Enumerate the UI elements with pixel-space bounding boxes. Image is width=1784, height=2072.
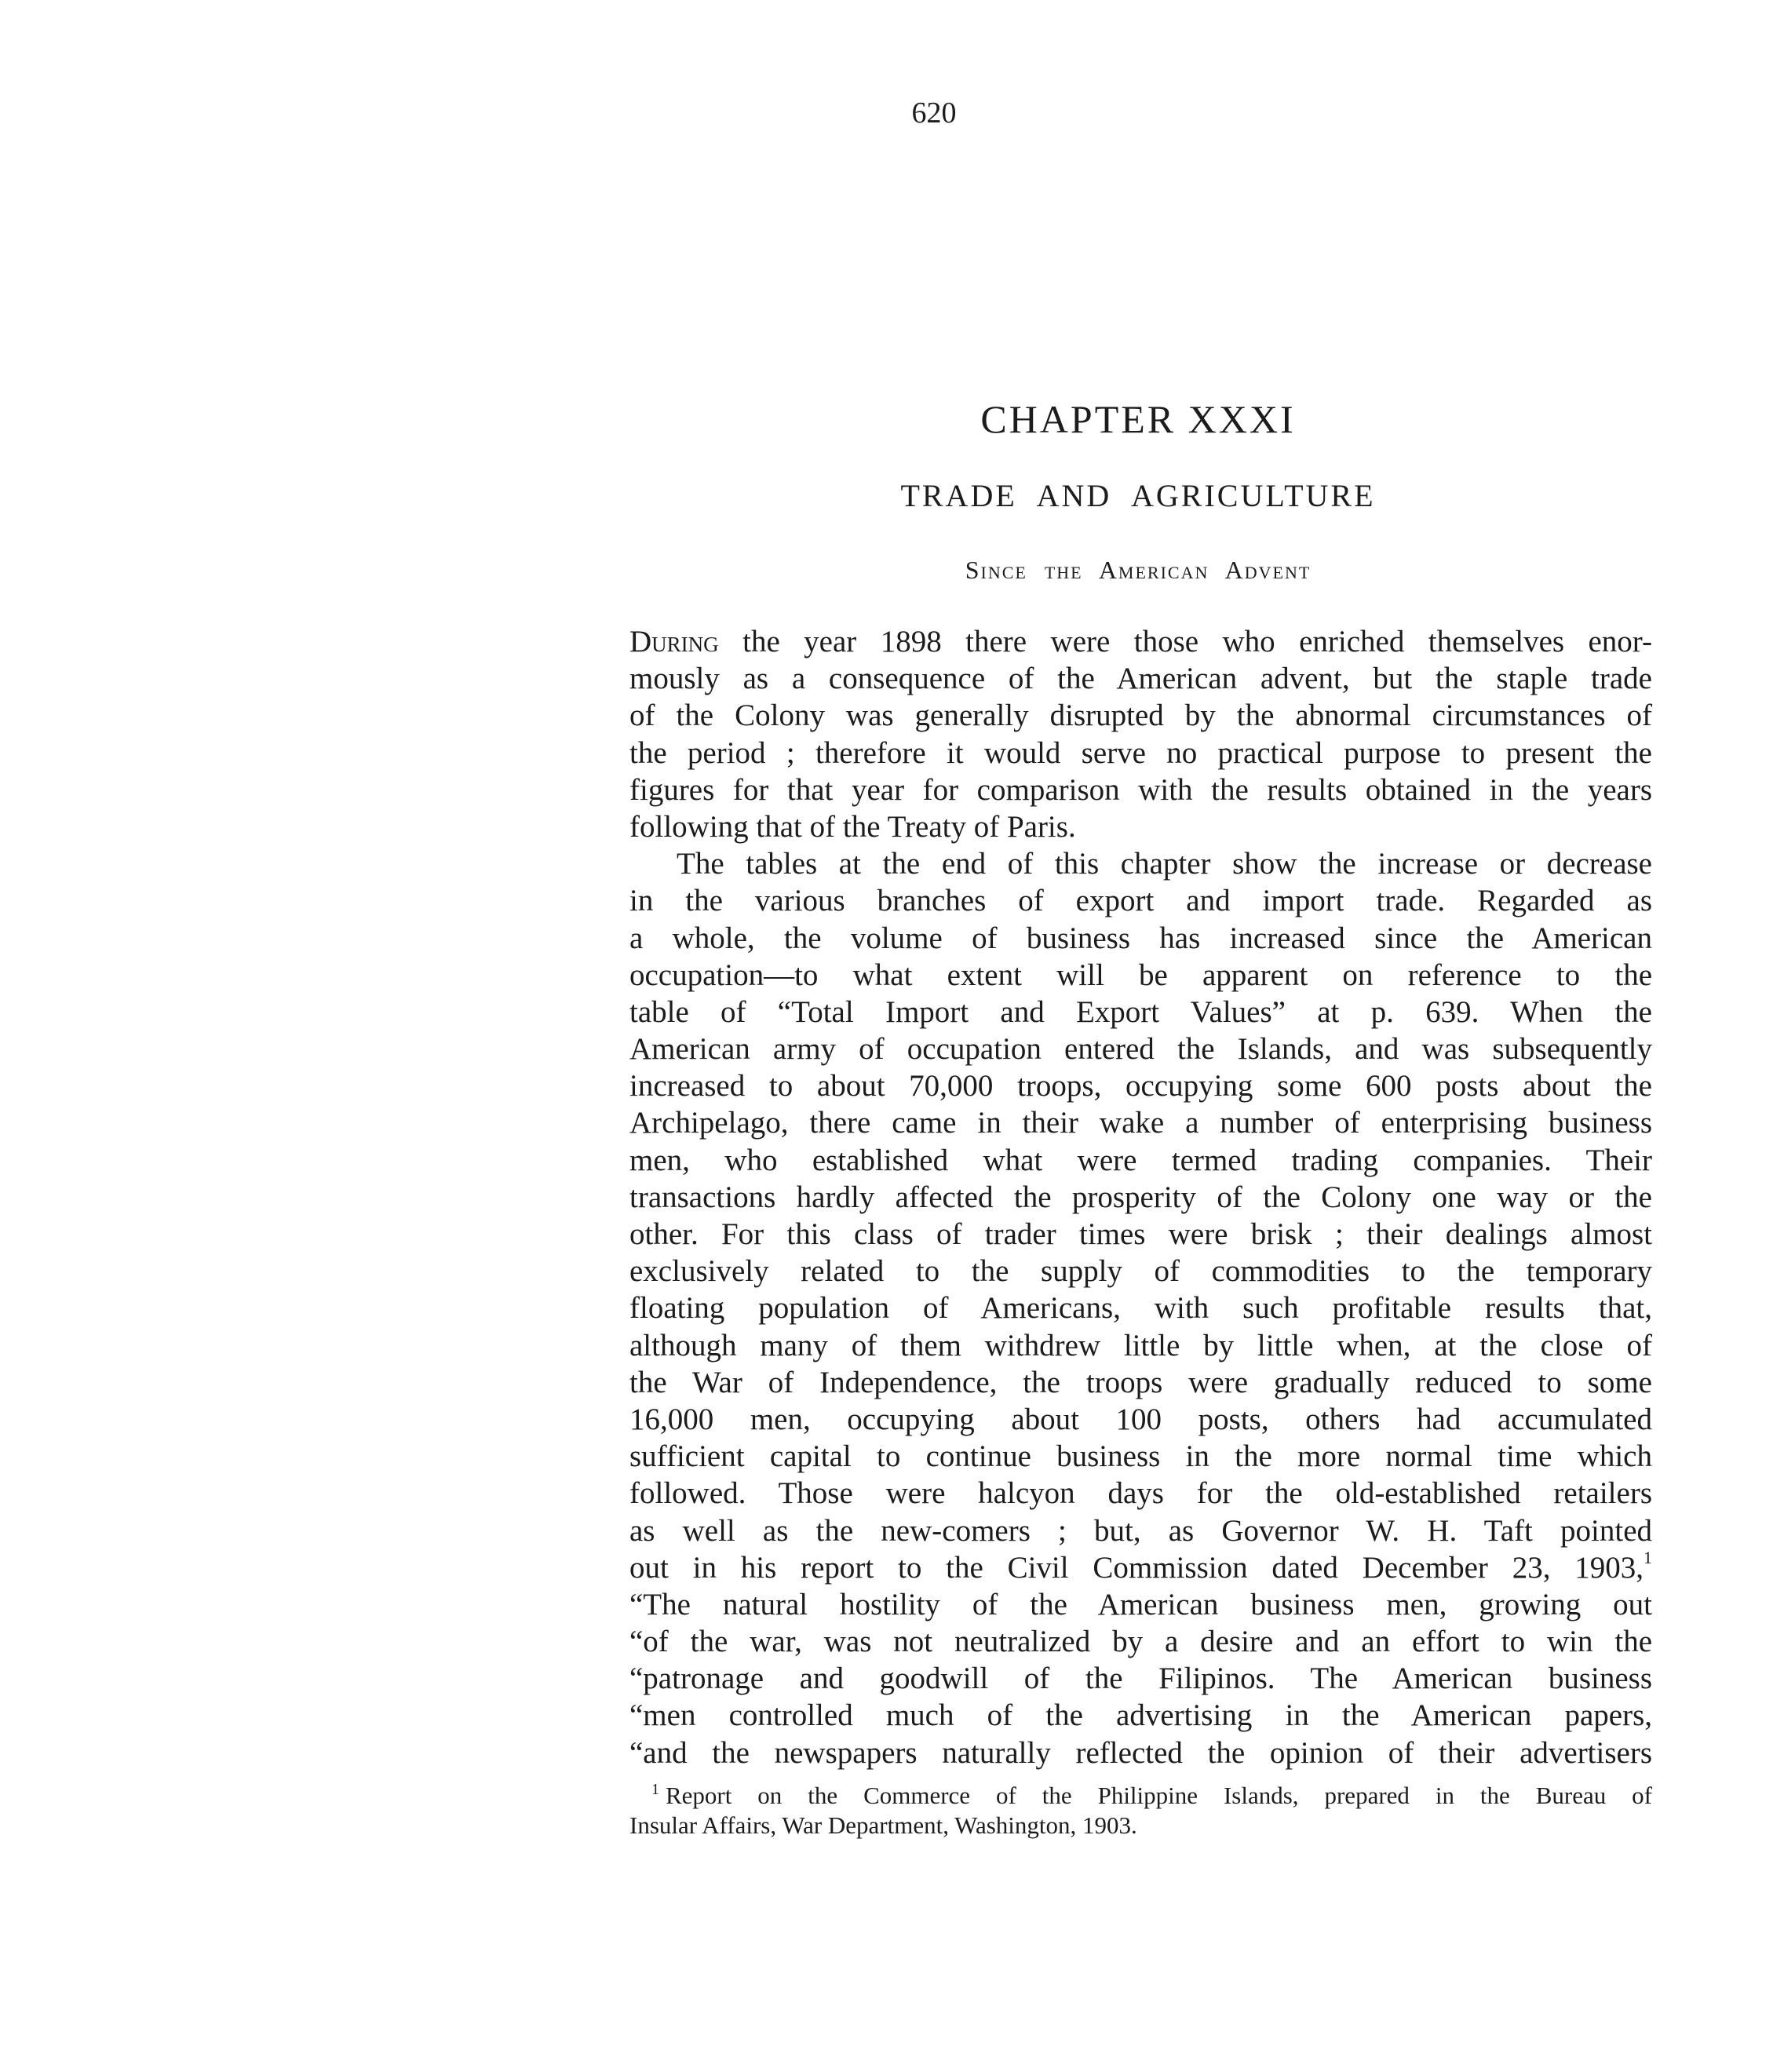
text-line: “men controlled much of the advertising in the American papers, (629, 1698, 1652, 1733)
text-line: increased to about 70,000 troops, occupying some 600 posts about the (629, 1069, 1652, 1103)
text-line: “and the newspapers naturally reflected the opinion of their advertisers (629, 1735, 1652, 1770)
text-line: American army of occupation entered the Islands, and was subsequently (629, 1032, 1652, 1067)
text-line: “patronage and goodwill of the Filipinos. The American business (629, 1662, 1652, 1696)
footnote-reference[interactable]: 1 (1644, 1547, 1652, 1567)
text-line: floating population of Americans, with such profitable results that, (629, 1291, 1652, 1326)
text-line: Archipelago, there came in their wake a number of enterprising business (629, 1106, 1652, 1140)
text-line: following that of the Treaty of Paris. (629, 809, 1076, 844)
text-line: a whole, the volume of business has increased since the American (629, 921, 1652, 955)
chapter-title: CHAPTER XXXI (980, 397, 1296, 441)
text-line: the War of Independence, the troops were gradually reduced to some (629, 1365, 1652, 1399)
text-line (629, 623, 1652, 660)
text-line-content: the year 1898 there were those who enriched themselves enor- (718, 625, 1652, 658)
chapter-subtitle: TRADE AND AGRICULTURE (900, 478, 1376, 513)
footnote-line: Insular Affairs, War Department, Washington, 1903. (629, 1811, 1137, 1839)
footnote (629, 1781, 1652, 1840)
text-line: 16,000 men, occupying about 100 posts, others had accumulated (629, 1402, 1652, 1436)
text-line: in the various branches of export and import trade. Regarded as (629, 884, 1652, 918)
text-line: exclusively related to the supply of commodities to the temporary (629, 1254, 1652, 1289)
text-line: the period ; therefore it would serve no practical purpose to present the (629, 735, 1652, 770)
section-heading: Since the American Advent (965, 556, 1312, 584)
text-line: figures for that year for comparison with the results obtained in the years (629, 772, 1652, 807)
text-line: sufficient capital to continue business in the more normal time which (629, 1439, 1652, 1474)
drop-lead-word: During (629, 625, 719, 658)
page-number: 620 (911, 97, 957, 130)
footnote-text: Report on the Commerce of the Philippine Islands, prepared in the Bureau of (666, 1782, 1652, 1809)
text-line-content: out in his report to the Civil Commission dated December 23, 1903, (629, 1550, 1644, 1585)
text-line: transactions hardly affected the prosperity of the Colony one way or the (629, 1180, 1652, 1214)
text-line: The tables at the end of this chapter show the increase or decrease (677, 847, 1652, 881)
text-line: although many of them withdrew little by little when, at the close of (629, 1328, 1652, 1362)
text-line: mously as a consequence of the American advent, but the staple trade (629, 662, 1652, 696)
text-line: table of “Total Import and Export Values” at p. 639. When the (629, 994, 1652, 1029)
text-line: followed. Those were halcyon days for the old-established retailers (629, 1476, 1652, 1511)
text-line: “The natural hostility of the American business men, growing out (629, 1587, 1652, 1621)
text-line: other. For this class of trader times were brisk ; their dealings almost (629, 1217, 1652, 1251)
text-line: men, who established what were termed trading companies. Their (629, 1143, 1652, 1177)
text-line: of the Colony was generally disrupted by the abnormal circumstances of (629, 699, 1652, 733)
footnote-line (629, 1781, 1652, 1811)
footnote-mark: 1 (651, 1781, 659, 1798)
text-line: as well as the new-comers ; but, as Governor W. H. Taft pointed (629, 1513, 1652, 1548)
text-line (629, 1549, 1652, 1586)
text-line: “of the war, was not neutralized by a desire and an effort to win the (629, 1625, 1652, 1659)
text-line: occupation—to what extent will be apparent on reference to the (629, 958, 1652, 992)
body-text (629, 623, 1652, 1771)
